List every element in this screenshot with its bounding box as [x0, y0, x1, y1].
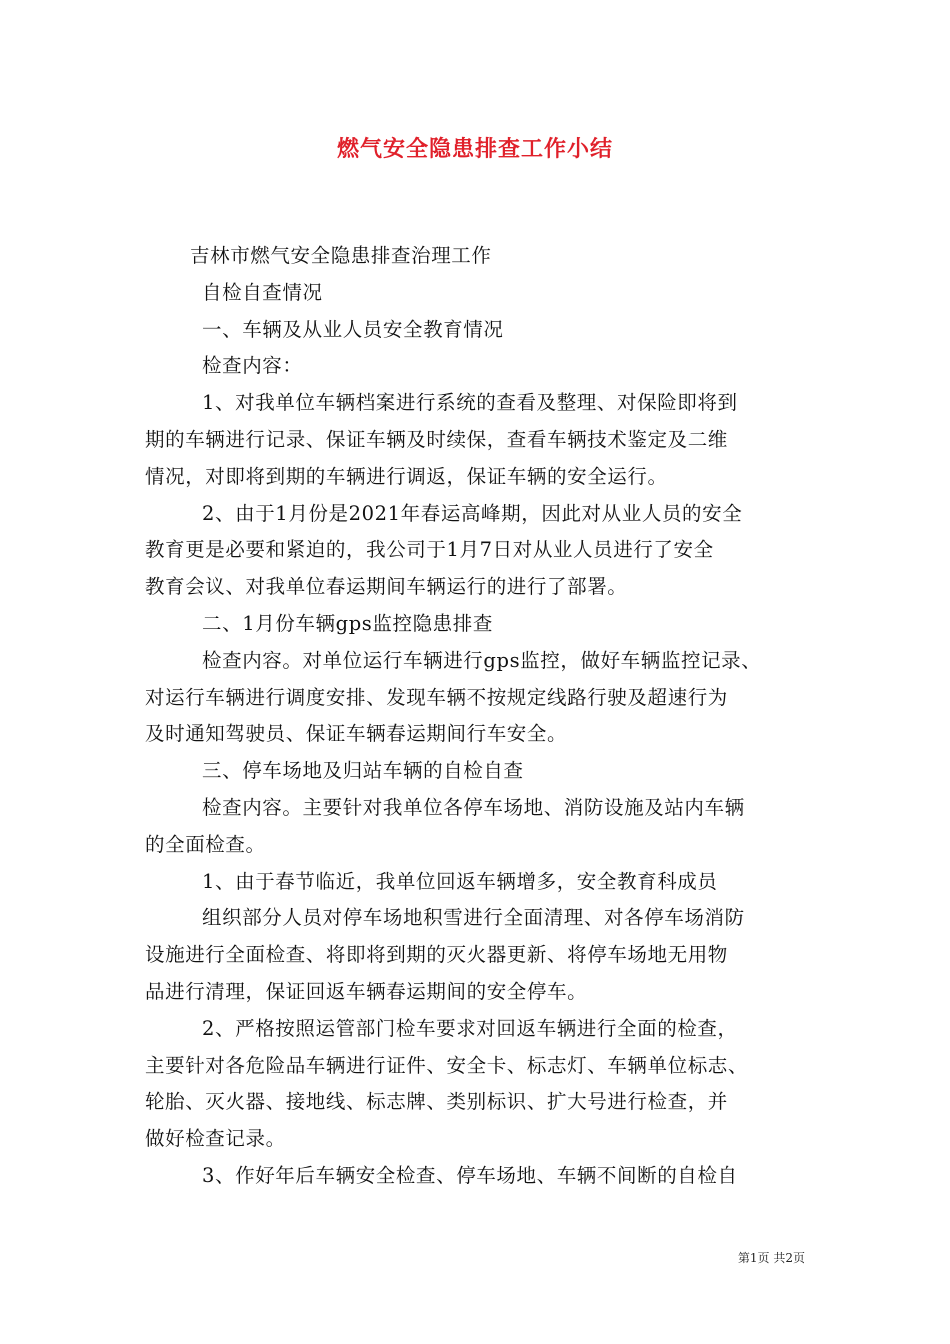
paragraph-line: 自检自查情况 — [202, 280, 323, 304]
paragraph-line: 组织部分人员对停车场地积雪进行全面清理、对各停车场消防 — [202, 906, 745, 930]
paragraph-line: 对运行车辆进行调度安排、发现车辆不按规定线路行驶及超速行为 — [145, 685, 728, 709]
paragraph-line: 的全面检查。 — [145, 832, 266, 856]
document-title: 燃气安全隐患排查工作小结 — [336, 137, 613, 162]
paragraph-line: 品进行清理，保证回返车辆春运期间的安全停车。 — [145, 979, 588, 1003]
paragraph-line: 做好检查记录。 — [145, 1127, 286, 1151]
paragraph-line: 教育会议、对我单位春运期间车辆运行的进行了部署。 — [145, 575, 628, 599]
paragraph-line: 检查内容。主要针对我单位各停车场地、消防设施及站内车辆 — [202, 795, 745, 819]
paragraph-line: 1、由于春节临近，我单位回返车辆增多，安全教育科成员 — [202, 869, 718, 893]
paragraph-line: 情况，对即将到期的车辆进行调返，保证车辆的安全运行。 — [145, 464, 668, 488]
paragraph-line: 期的车辆进行记录、保证车辆及时续保，查看车辆技术鉴定及二维 — [145, 427, 728, 451]
paragraph-line: 3、作好年后车辆安全检查、停车场地、车辆不间断的自检自 — [202, 1163, 738, 1187]
document-body — [145, 238, 815, 1195]
paragraph-line: 设施进行全面检查、将即将到期的灭火器更新、将停车场地无用物 — [145, 943, 728, 967]
paragraph-line: 1、对我单位车辆档案进行系统的查看及整理、对保险即将到 — [202, 391, 738, 415]
paragraph-line: 二、1月份车辆gps监控隐患排查 — [202, 611, 493, 635]
paragraph-line: 轮胎、灭火器、接地线、标志牌、类别标识、扩大号进行检查，并 — [145, 1090, 728, 1114]
paragraph-line: 2、严格按照运管部门检车要求对回返车辆进行全面的检查， — [202, 1016, 738, 1040]
paragraph-line: 检查内容。对单位运行车辆进行gps监控，做好车辆监控记录、 — [202, 648, 762, 672]
paragraph-line: 主要针对各危险品车辆进行证件、安全卡、标志灯、车辆单位标志、 — [145, 1053, 749, 1077]
paragraph-line: 教育更是必要和紧迫的，我公司于1月7日对从业人员进行了安全 — [145, 538, 714, 562]
paragraph-line: 2、由于1月份是2021年春运高峰期，因此对从业人员的安全 — [202, 501, 743, 525]
page-number: 第1页 共2页 — [737, 1251, 805, 1265]
paragraph-line: 检查内容： — [202, 354, 303, 378]
paragraph-line: 三、停车场地及归站车辆的自检自查 — [202, 759, 524, 783]
paragraph-line: 吉林市燃气安全隐患排查治理工作 — [190, 244, 492, 267]
paragraph-line: 一、车辆及从业人员安全教育情况 — [202, 317, 504, 341]
paragraph-line: 及时通知驾驶员、保证车辆春运期间行车安全。 — [145, 722, 568, 746]
